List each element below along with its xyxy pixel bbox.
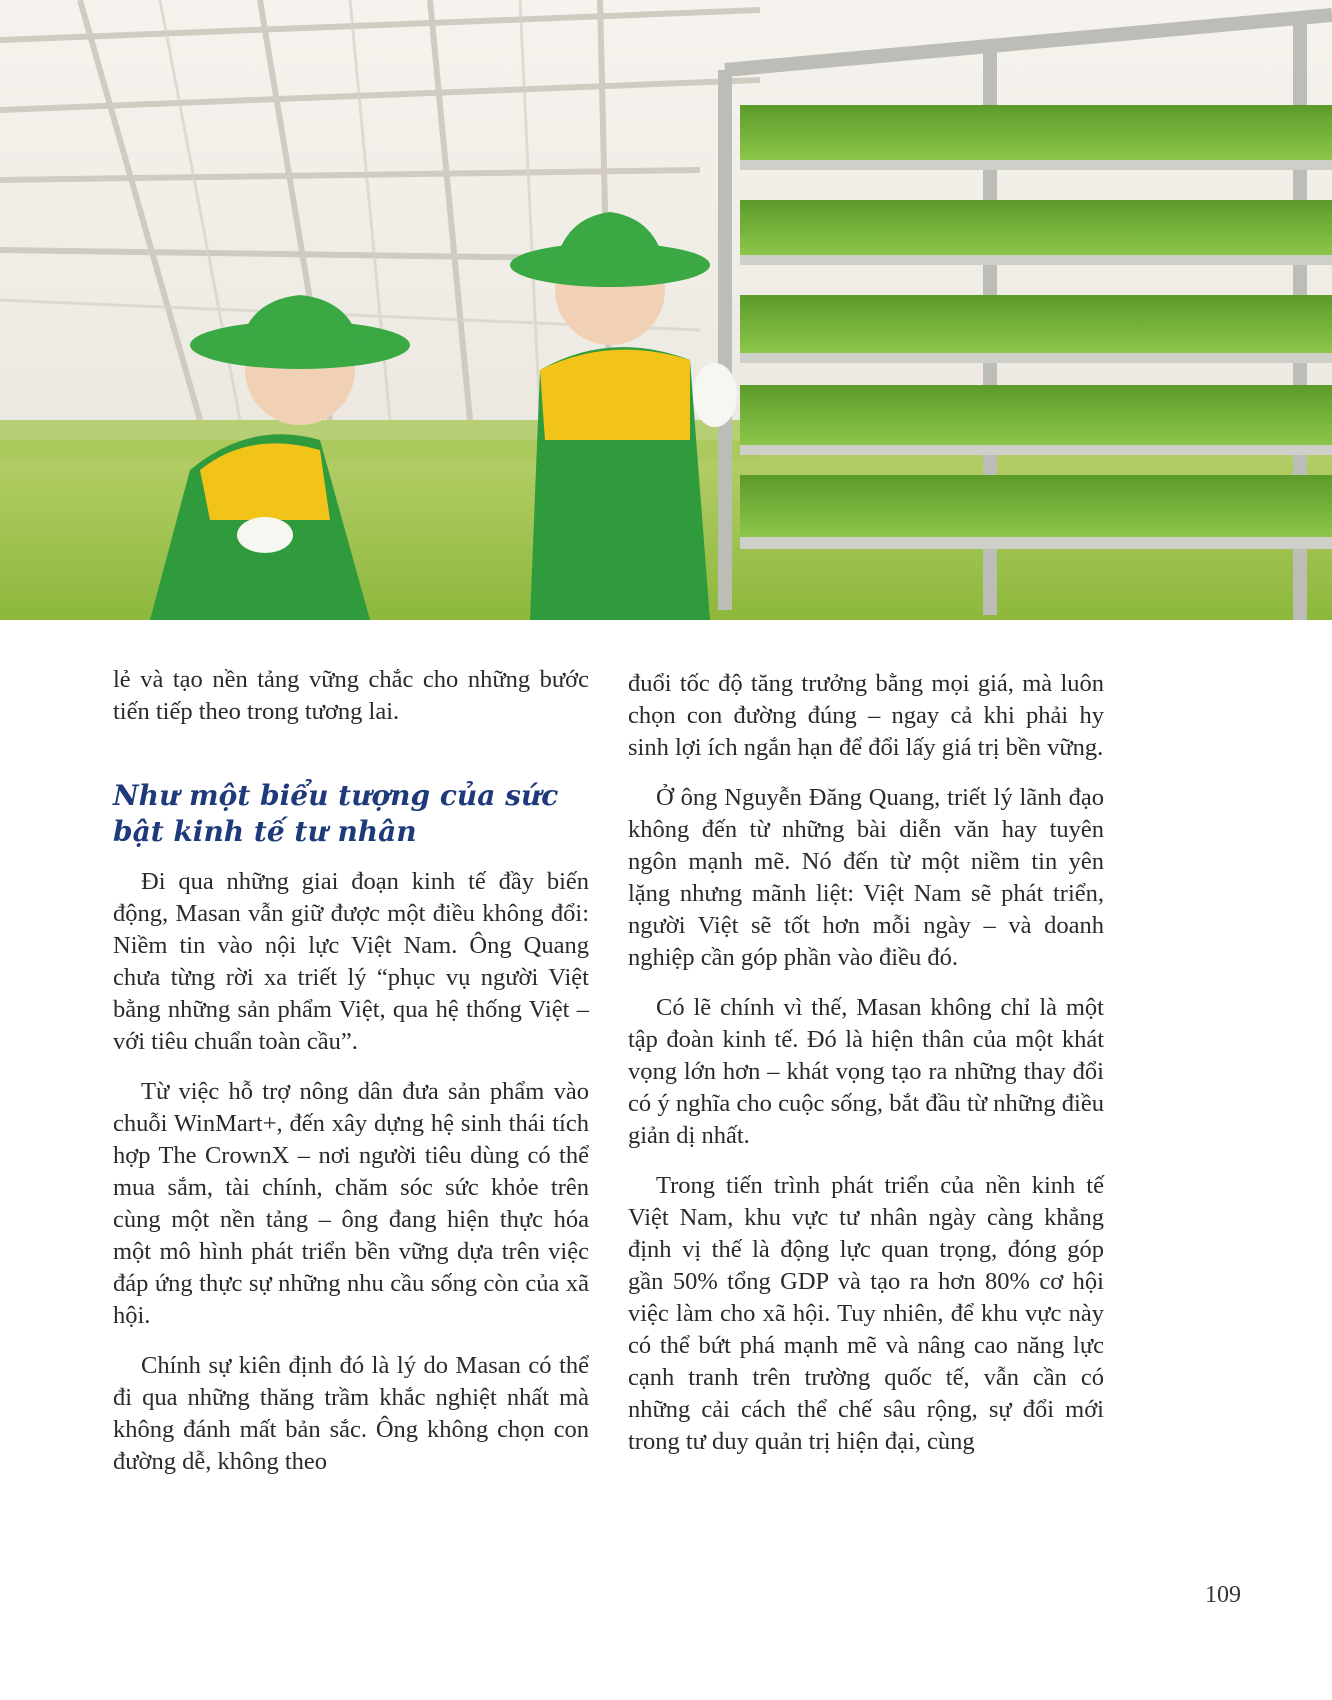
- page-number: 109: [1205, 1582, 1241, 1608]
- left-paragraph-2: Từ việc hỗ trợ nông dân đưa sản phẩm vào chuỗi WinMart+, đến xây dựng hệ sinh thái tích hợp The CrownX – nơi người tiêu dùng có thể mua sắm, tài chính, chăm sóc sức khỏe trên cùng một nền tảng – ông đang hiện thực hóa một mô hình phát triển bền vững dựa trên việc đáp ứng thực sự những nhu cầu sống còn của xã hội.: [113, 1078, 589, 1329]
- right-paragraph-3: Trong tiến trình phát triển của nền kinh tế Việt Nam, khu vực tư nhân ngày càng khẳng định vị thế là động lực quan trọng, đóng góp gần 50% tổng GDP và tạo ra hơn 80% cơ hội việc làm cho xã hội. Tuy nhiên, để khu vực này có thể bứt phá mạnh mẽ và nâng cao năng lực cạnh tranh trên trường quốc tế, vẫn cần có những cải cách thể chế sâu rộng, sự đổi mới trong tư duy quản trị hiện đại, cùng: [628, 1172, 1104, 1455]
- left-continuation-paragraph: lẻ và tạo nền tảng vững chắc cho những bước tiến tiếp theo trong tương lai.: [113, 666, 589, 725]
- greenhouse-photo: [0, 0, 1332, 620]
- left-column: [113, 664, 589, 1496]
- right-paragraph-1: Ở ông Nguyễn Đăng Quang, triết lý lãnh đạo không đến từ những bài diễn văn hay tuyên ngôn mạnh mẽ. Nó đến từ một niềm tin yên lặng nhưng mãnh liệt: Việt Nam sẽ phát triển, người Việt sẽ tốt hơn mỗi ngày – và doanh nghiệp cần góp phần vào điều đó.: [628, 784, 1104, 971]
- left-paragraph-1: Đi qua những giai đoạn kinh tế đầy biến động, Masan vẫn giữ được một điều không đổi: Niềm tin vào nội lực Việt Nam. Ông Quang chưa từng rời xa triết lý “phục vụ người Việt bằng những sản phẩm Việt, qua hệ thống Việt – với tiêu chuẩn toàn cầu”.: [113, 868, 589, 1055]
- right-continuation-paragraph: đuổi tốc độ tăng trưởng bằng mọi giá, mà luôn chọn con đường đúng – ngay cả khi phải hy sinh lợi ích ngắn hạn để đổi lấy giá trị bền vững.: [628, 670, 1104, 761]
- greenhouse-illustration: [0, 0, 1332, 620]
- section-heading: Như một biểu tượng của sức bật kinh tế tư nhân: [113, 779, 559, 848]
- right-paragraph-2: Có lẽ chính vì thế, Masan không chỉ là một tập đoàn kinh tế. Đó là hiện thân của một khát vọng lớn hơn – khát vọng tạo ra những thay đổi có ý nghĩa cho cuộc sống, bắt đầu từ những điều giản dị nhất.: [628, 994, 1104, 1149]
- left-paragraph-3: Chính sự kiên định đó là lý do Masan có thể đi qua những thăng trầm khắc nghiệt nhất mà không đánh mất bản sắc. Ông không chọn con đường dễ, không theo: [113, 1352, 589, 1475]
- right-column: [628, 668, 1104, 1476]
